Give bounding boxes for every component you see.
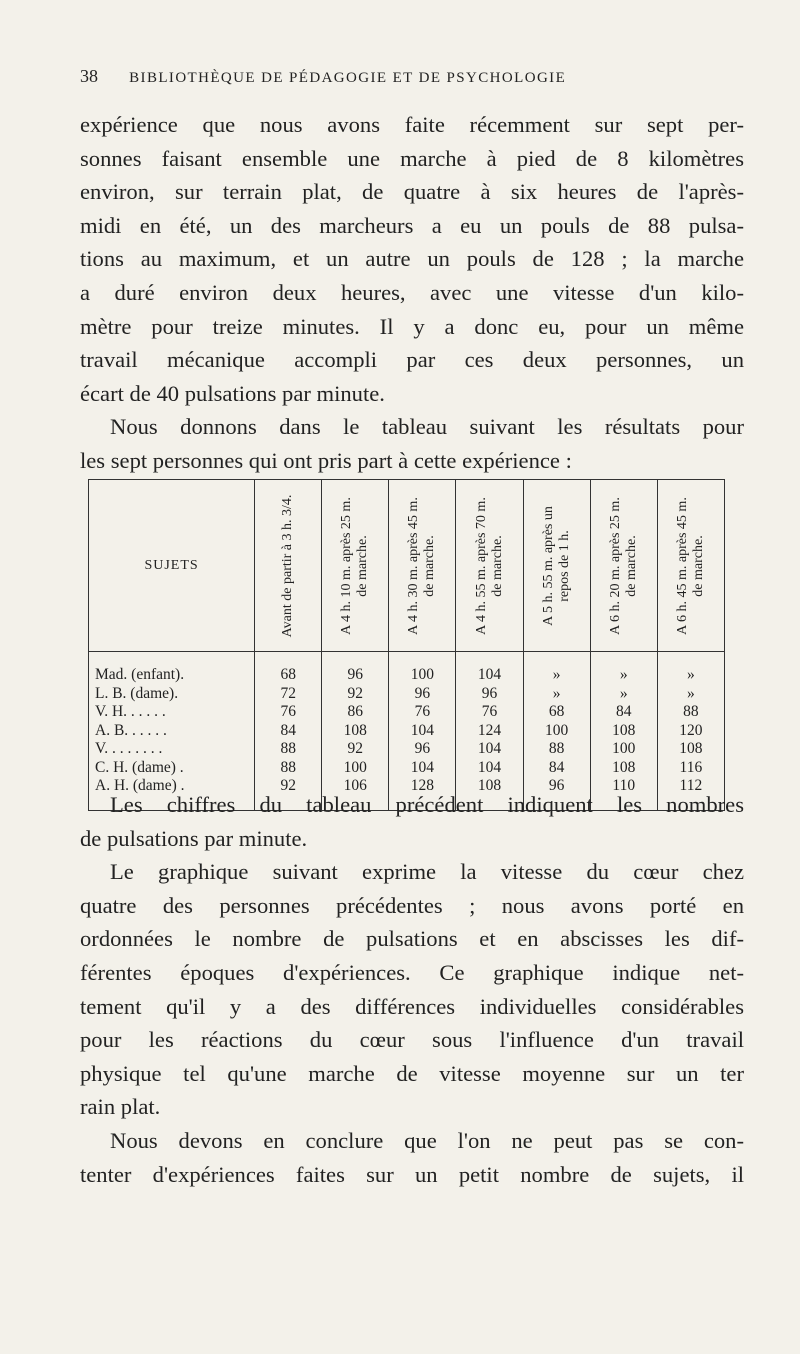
table-row	[89, 685, 725, 704]
pulse-cell: 108	[590, 759, 657, 778]
table-row	[89, 740, 725, 759]
pulse-cell: 116	[657, 759, 724, 778]
column-header: A 6 h. 20 m. après 25 m. de marche.	[590, 480, 657, 652]
pulse-cell: 128	[389, 777, 456, 810]
pulse-cell: 84	[590, 703, 657, 722]
table-row	[89, 759, 725, 778]
text-line: écart de 40 pulsations par minute.	[80, 380, 385, 406]
column-header: A 4 h. 10 m. après 25 m. de marche.	[322, 480, 389, 652]
paragraph-3	[80, 788, 744, 855]
paragraph-bottom	[80, 788, 744, 1191]
text-line: ordonnées le nombre de pulsations et en abscisses les dif-	[80, 926, 744, 952]
text-line: tions au maximum, et un autre un pouls de 128 ; la marche	[80, 246, 744, 272]
text-line: Le graphique suivant exprime la vitesse du cœur chez	[110, 859, 744, 885]
pulse-cell: 88	[657, 703, 724, 722]
page-number: 38	[80, 66, 98, 86]
pulse-cell: 72	[255, 685, 322, 704]
pulse-cell: »	[657, 652, 724, 685]
text-line: midi en été, un des marcheurs a eu un pouls de 88 pulsa-	[80, 212, 744, 238]
table-header-row	[89, 480, 725, 652]
table-row	[89, 703, 725, 722]
pulse-cell: 100	[389, 652, 456, 685]
pulse-cell: 106	[322, 777, 389, 810]
paragraph-5	[80, 1124, 744, 1191]
pulse-cell: 92	[322, 685, 389, 704]
pulse-cell: »	[523, 685, 590, 704]
pulse-cell: 96	[456, 685, 523, 704]
column-header-subjects: SUJETS	[89, 480, 255, 652]
pulse-cell: 104	[389, 722, 456, 741]
text-line: Nous donnons dans le tableau suivant les résultats pour	[110, 414, 744, 440]
pulse-cell: 100	[590, 740, 657, 759]
text-line: férentes époques d'expériences. Ce graphique indique net-	[80, 959, 744, 985]
pulse-cell: 68	[523, 703, 590, 722]
text-line: tenter d'expériences faites sur un petit nombre de sujets, il	[80, 1161, 744, 1187]
pulse-table	[88, 479, 725, 811]
pulse-cell: 110	[590, 777, 657, 810]
text-line: rain plat.	[80, 1094, 161, 1120]
pulse-cell: »	[523, 652, 590, 685]
pulse-cell: 108	[657, 740, 724, 759]
subject-name: Mad. (enfant).	[89, 652, 255, 685]
pulse-cell: 104	[456, 740, 523, 759]
pulse-cell: 104	[456, 759, 523, 778]
text-line: sonnes faisant ensemble une marche à pied de 8 kilomètres	[80, 145, 744, 171]
pulse-cell: 100	[523, 722, 590, 741]
pulse-cell: 76	[255, 703, 322, 722]
pulse-cell: 112	[657, 777, 724, 810]
column-header: A 6 h. 45 m. après 45 m. de marche.	[657, 480, 724, 652]
running-title: BIBLIOTHÈQUE DE PÉDAGOGIE ET DE PSYCHOLOGIE	[129, 70, 567, 86]
text-line: tement qu'il y a des différences individuelles considérables	[80, 993, 744, 1019]
pulse-cell: 88	[255, 759, 322, 778]
subject-name: A. B. . . . . .	[89, 722, 255, 741]
column-header: A 4 h. 30 m. après 45 m. de marche.	[389, 480, 456, 652]
pulse-cell: 88	[255, 740, 322, 759]
pulse-cell: 96	[523, 777, 590, 810]
pulse-cell: 108	[590, 722, 657, 741]
pulse-cell: 108	[322, 722, 389, 741]
pulse-cell: 76	[456, 703, 523, 722]
subject-name: L. B. (dame).	[89, 685, 255, 704]
text-line: mètre pour treize minutes. Il y a donc eu, pour un même	[80, 313, 744, 339]
running-header	[80, 66, 720, 87]
pulse-cell: »	[590, 685, 657, 704]
text-line: quatre des personnes précédentes ; nous avons porté en	[80, 892, 744, 918]
text-line: pour les réactions du cœur sous l'influence d'un travail	[80, 1027, 744, 1053]
pulse-cell: 96	[389, 740, 456, 759]
pulse-cell: 96	[389, 685, 456, 704]
subject-name: V. . . . . . . .	[89, 740, 255, 759]
text-line: Les chiffres du tableau précédent indiquent les nombres	[110, 792, 744, 817]
pulse-cell: 86	[322, 703, 389, 722]
text-line: a duré environ deux heures, avec une vitesse d'un kilo-	[80, 279, 744, 305]
column-header: A 5 h. 55 m. après un repos de 1 h.	[523, 480, 590, 652]
pulse-cell: »	[657, 685, 724, 704]
text-line: les sept personnes qui ont pris part à cette expérience :	[80, 447, 572, 473]
pulse-cell: 68	[255, 652, 322, 685]
pulse-cell: 84	[523, 759, 590, 778]
pulse-cell: 76	[389, 703, 456, 722]
text-line: travail mécanique accompli par ces deux personnes, un	[80, 347, 744, 373]
text-line: physique tel qu'une marche de vitesse moyenne sur un ter	[80, 1060, 744, 1086]
paragraph-top	[80, 108, 744, 478]
subject-name: V. H. . . . . .	[89, 703, 255, 722]
pulse-cell: 92	[322, 740, 389, 759]
pulse-cell: 92	[255, 777, 322, 810]
column-header: A 4 h. 55 m. après 70 m. de marche.	[456, 480, 523, 652]
text-line: expérience que nous avons faite récemment sur sept per-	[80, 112, 744, 137]
column-header: Avant de partir à 3 h. 3/4.	[255, 480, 322, 652]
pulse-cell: »	[590, 652, 657, 685]
text-line: environ, sur terrain plat, de quatre à six heures de l'après-	[80, 179, 744, 205]
paragraph-4	[80, 855, 744, 1124]
pulse-cell: 108	[456, 777, 523, 810]
paragraph-2	[80, 410, 744, 477]
text-line: de pulsations par minute.	[80, 825, 308, 851]
table-row	[89, 722, 725, 741]
pulse-cell: 104	[456, 652, 523, 685]
pulse-cell: 100	[322, 759, 389, 778]
subject-name: A. H. (dame) .	[89, 777, 255, 810]
pulse-cell: 120	[657, 722, 724, 741]
paragraph-1	[80, 108, 744, 410]
pulse-cell: 88	[523, 740, 590, 759]
text-line: Nous devons en conclure que l'on ne peut pas se con-	[110, 1127, 744, 1153]
table-row	[89, 652, 725, 685]
pulse-cell: 104	[389, 759, 456, 778]
pulse-cell: 124	[456, 722, 523, 741]
pulse-cell: 96	[322, 652, 389, 685]
subject-name: C. H. (dame) .	[89, 759, 255, 778]
pulse-cell: 84	[255, 722, 322, 741]
